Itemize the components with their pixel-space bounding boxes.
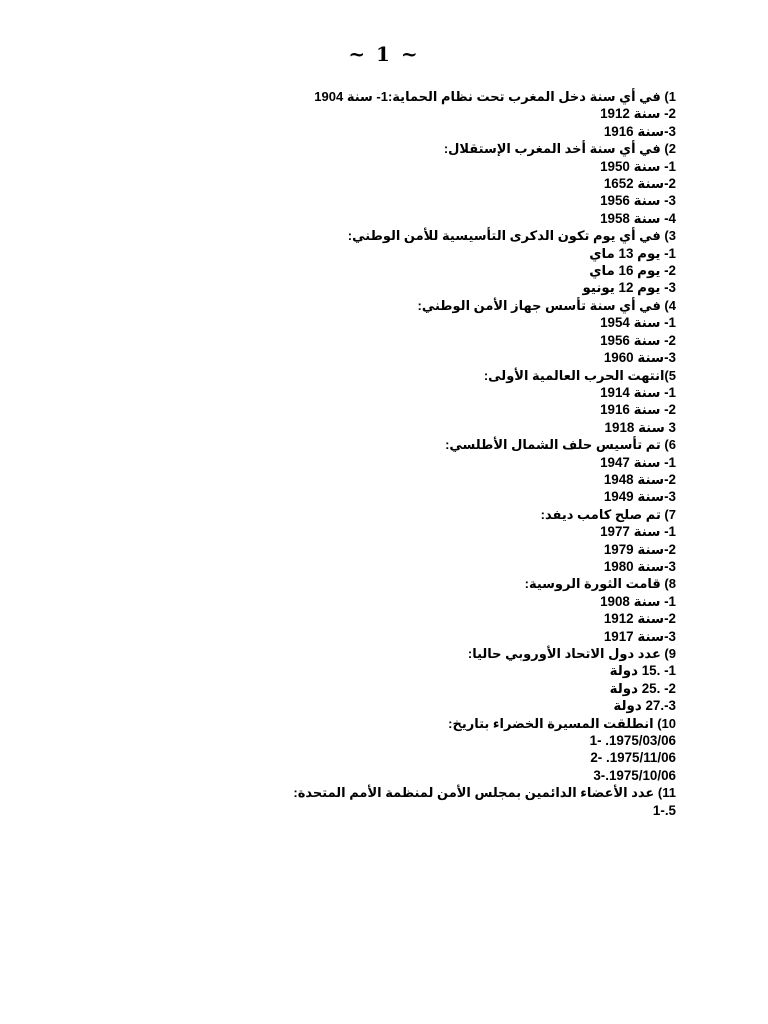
question-line: 10) انطلقت المسيرة الخضراء بتاريخ:	[448, 715, 676, 731]
answer-option: 3- سنة 1956	[600, 193, 676, 209]
answer-option: 4- سنة 1958	[600, 210, 676, 226]
answer-option: 3-.27 دولة	[613, 698, 676, 714]
question-line: 11) عدد الأعضاء الدائمين بمجلس الأمن لمنظمة الأمم المتحدة:	[293, 785, 676, 801]
answer-option: 1- سنة 1947	[600, 454, 676, 470]
question-line: 8) قامت الثورة الروسية:	[524, 576, 676, 592]
question-line: 2) في أي سنة أخد المغرب الإستقلال:	[443, 141, 676, 157]
question-line: 9) عدد دول الاتحاد الأوروبي حاليا:	[467, 646, 676, 661]
answer-option: 3-سنة 1960	[603, 350, 676, 366]
question-line: 5)انتهت الحرب العالمية الأولى:	[483, 367, 676, 383]
answer-option: 1- سنة 1914	[600, 384, 676, 400]
answer-option: 2-سنة 1652	[603, 176, 676, 192]
quiz-content	[76, 88, 676, 819]
answer-option: 3-سنة 1949	[603, 489, 676, 505]
answer-option: 2- سنة 1912	[600, 106, 676, 122]
question-line: 7) تم صلح كامب ديفد:	[540, 506, 676, 522]
answer-option: 1- سنة 1977	[600, 524, 676, 540]
question-line: 1) في أي سنة دخل المغرب تحت نظام الحماية:1- سنة 1904	[314, 89, 676, 104]
question-line: 3) في أي يوم تكون الدكرى التأسيسية للأمن الوطني:	[347, 228, 676, 244]
answer-option: 2- سنة 1916	[600, 402, 676, 418]
answer-option: 1- سنة 1954	[600, 315, 676, 331]
answer-option: 2-سنة 1948	[603, 471, 676, 487]
answer-option: 1-.5	[652, 802, 676, 818]
answer-option: 3- يوم 12 يونيو	[582, 280, 676, 296]
answer-option: 3-سنة 1980	[603, 558, 676, 574]
answer-option: 1- سنة 1908	[600, 593, 676, 609]
answer-option: 1- .1975/03/06	[589, 733, 676, 749]
answer-option: 2- .1975/11/06	[590, 750, 676, 766]
question-line: 4) في أي سنة تأسس جهاز الأمن الوطني:	[417, 297, 676, 313]
page-number: ~ 1 ~	[348, 42, 420, 66]
answer-option: 1- .15 دولة	[609, 663, 676, 679]
answer-option: 2- سنة 1956	[600, 332, 676, 348]
answer-option: 3-سنة 1916	[603, 123, 676, 139]
answer-option: 2-سنة 1912	[603, 611, 676, 627]
answer-option: 1- سنة 1950	[600, 158, 676, 174]
answer-option: 3-سنة 1917	[603, 628, 676, 644]
question-line: 6) تم تأسيس حلف الشمال الأطلسي:	[445, 437, 676, 453]
answer-option: 3-.1975/10/06	[593, 767, 676, 783]
answer-option: 2-سنة 1979	[603, 541, 676, 557]
answer-option: 2- يوم 16 ماي	[589, 263, 676, 279]
answer-option: 1- يوم 13 ماي	[589, 245, 676, 261]
answer-option: 3 سنة 1918	[604, 419, 676, 435]
answer-option: 2- .25 دولة	[609, 680, 676, 696]
